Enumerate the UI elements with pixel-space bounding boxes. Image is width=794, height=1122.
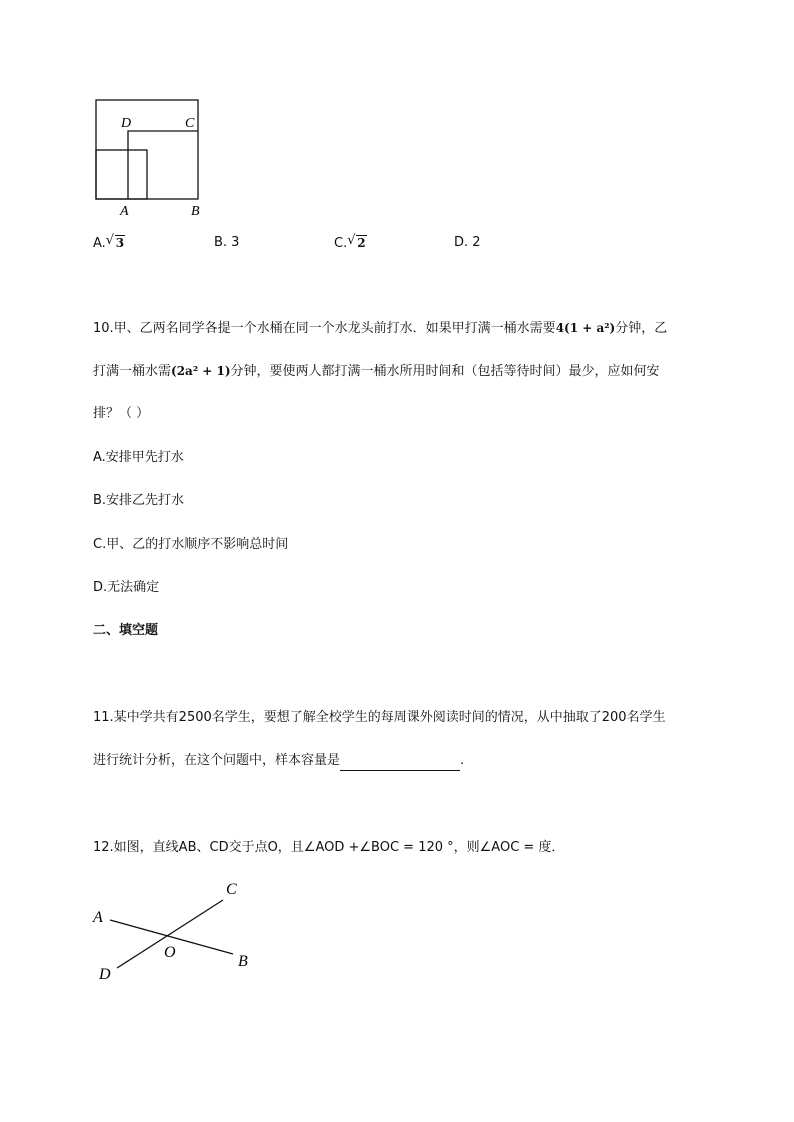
q12-text: 12.如图，直线AB、CD交于点O，且∠AOD +∠BOC = 120 °，则∠AOC = 度． bbox=[93, 840, 565, 855]
label-a: A bbox=[93, 909, 103, 926]
label-o: O bbox=[164, 944, 176, 961]
q10-option-c[interactable]: C.甲、乙的打水顺序不影响总时间 bbox=[93, 537, 289, 552]
q10-line-2 bbox=[93, 361, 660, 382]
q10-line-1 bbox=[93, 318, 667, 339]
label-b: B bbox=[191, 204, 200, 219]
label-a: A bbox=[120, 204, 129, 219]
q10-text: 分钟，要使两人都打满一桶水所用时间和（包括等待时间）最少，应如何安 bbox=[230, 364, 660, 379]
inner-square-edge bbox=[128, 131, 198, 199]
label-d: D bbox=[99, 966, 111, 983]
intersecting-lines-figure bbox=[88, 875, 268, 990]
label-d: D bbox=[121, 116, 132, 131]
q10-math-1: 4(1 + a²) bbox=[555, 321, 616, 335]
small-square bbox=[96, 150, 147, 199]
q9-option-b[interactable]: B. 3 bbox=[214, 235, 240, 250]
option-a-prefix: A. bbox=[93, 236, 106, 251]
label-b: B bbox=[238, 953, 248, 970]
q9-option-a[interactable] bbox=[93, 233, 125, 254]
option-c-prefix: C. bbox=[334, 236, 348, 251]
label-c: C bbox=[185, 116, 195, 131]
q11-text: 进行统计分析，在这个问题中，样本容量是 bbox=[93, 753, 341, 768]
sqrt-value: 2 bbox=[357, 236, 366, 250]
label-c: C bbox=[226, 881, 237, 898]
q10-option-b[interactable]: B.安排乙先打水 bbox=[93, 493, 185, 508]
q9-option-d[interactable]: D. 2 bbox=[454, 235, 481, 250]
q10-text: 打满一桶水需 bbox=[93, 364, 172, 379]
q10-line-3: 排？（ ） bbox=[93, 406, 150, 421]
answer-blank[interactable] bbox=[340, 756, 460, 771]
q10-math-2: (2a² + 1) bbox=[171, 364, 231, 378]
square-figure bbox=[88, 95, 218, 220]
q9-option-c[interactable] bbox=[334, 233, 367, 254]
section-heading: 二、填空题 bbox=[93, 623, 159, 638]
q10-text: 分钟，乙 bbox=[615, 321, 668, 336]
q11-line-2 bbox=[93, 751, 464, 771]
q11-end: . bbox=[460, 753, 465, 768]
sqrt-value: 3 bbox=[115, 236, 125, 250]
q10-option-d[interactable]: D.无法确定 bbox=[93, 580, 160, 595]
q10-text: 10.甲、乙两名同学各提一个水桶在同一个水龙头前打水．如果甲打满一桶水需要 bbox=[93, 321, 556, 336]
sqrt-symbol: √ 2 bbox=[347, 233, 366, 250]
q10-option-a[interactable]: A.安排甲先打水 bbox=[93, 450, 184, 465]
q11-line-1: 11.某中学共有2500名学生，要想了解全校学生的每周课外阅读时间的情况，从中抽取了200名学生 bbox=[93, 710, 666, 725]
sqrt-symbol: √ 3 bbox=[105, 233, 125, 250]
